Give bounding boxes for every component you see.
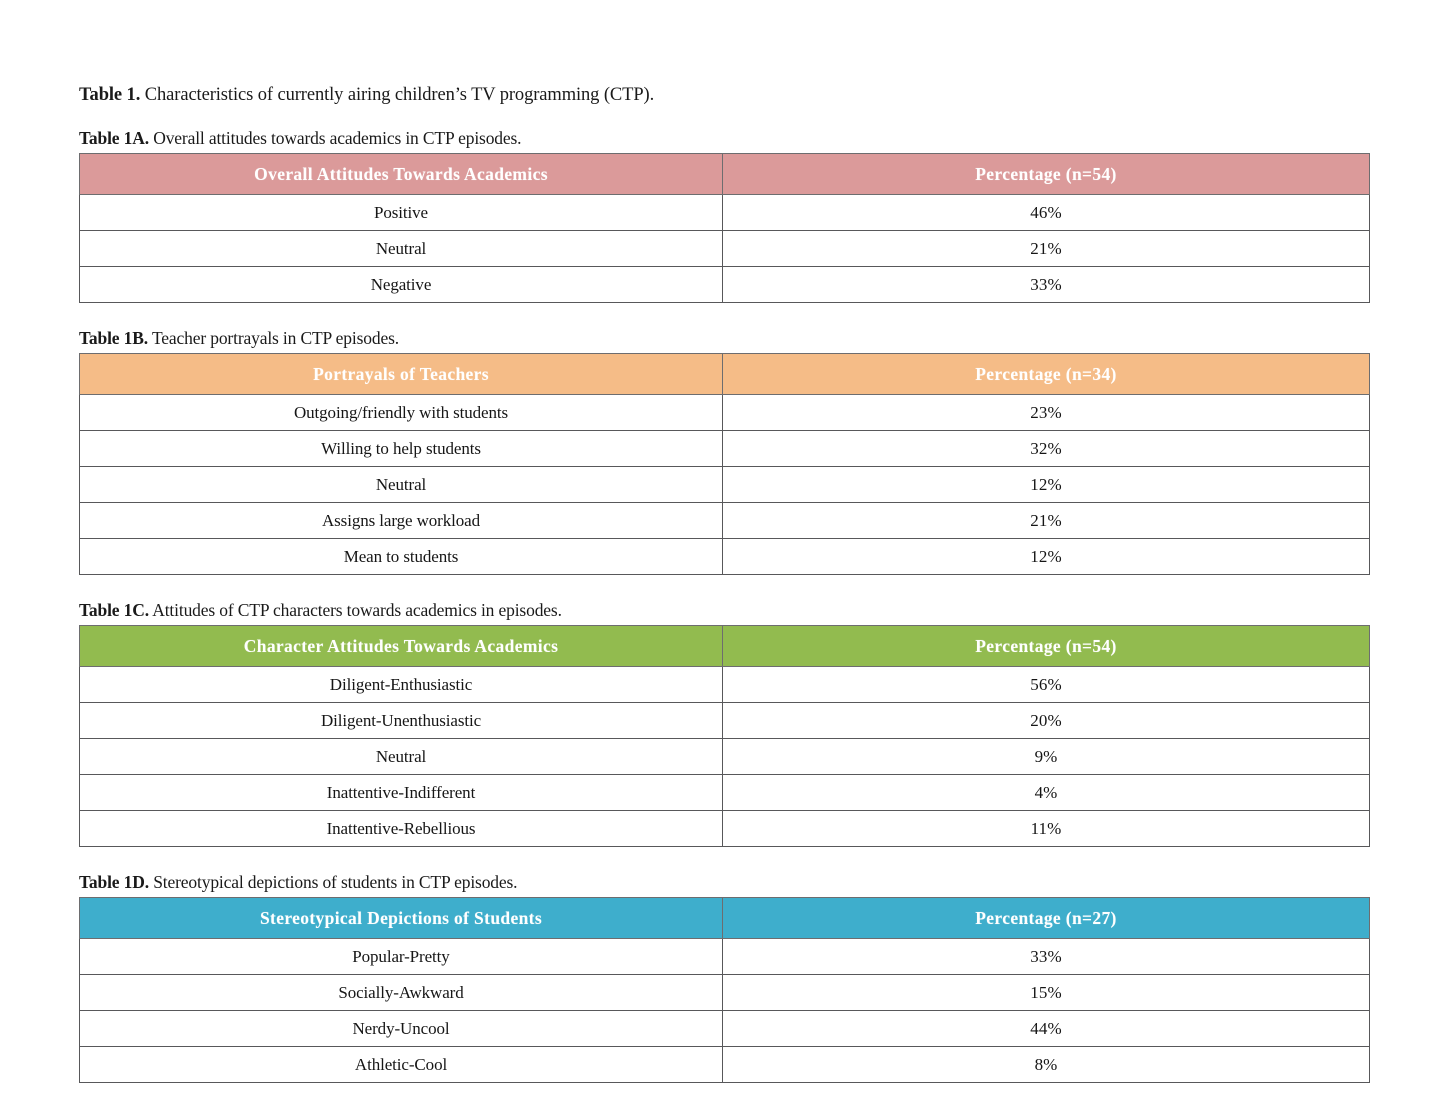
column-header-category: Portrayals of Teachers <box>80 354 723 395</box>
cell-percentage: 33% <box>723 267 1370 303</box>
table-caption-text-1d: Stereotypical depictions of students in CTP episodes. <box>153 872 518 893</box>
cell-category: Neutral <box>80 231 723 267</box>
table-row <box>80 267 1370 303</box>
data-table-1d <box>79 897 1370 1083</box>
table-caption-1d <box>79 872 1369 893</box>
cell-category: Inattentive-Rebellious <box>80 811 723 847</box>
cell-percentage: 11% <box>723 811 1370 847</box>
table-header-row <box>80 154 1370 195</box>
table-header-row <box>80 354 1370 395</box>
cell-percentage: 15% <box>723 975 1370 1011</box>
table-row <box>80 395 1370 431</box>
cell-category: Inattentive-Indifferent <box>80 775 723 811</box>
table-row <box>80 667 1370 703</box>
table-row <box>80 739 1370 775</box>
table-block-1a <box>79 128 1369 303</box>
cell-category: Neutral <box>80 467 723 503</box>
cell-category: Negative <box>80 267 723 303</box>
cell-percentage: 8% <box>723 1047 1370 1083</box>
column-header-percentage: Percentage (n=34) <box>723 354 1370 395</box>
cell-percentage: 12% <box>723 539 1370 575</box>
table-row <box>80 1011 1370 1047</box>
cell-percentage: 44% <box>723 1011 1370 1047</box>
cell-percentage: 20% <box>723 703 1370 739</box>
table-row <box>80 539 1370 575</box>
cell-category: Diligent-Unenthusiastic <box>80 703 723 739</box>
table-caption-text-1c: Attitudes of CTP characters towards academics in episodes. <box>152 600 562 621</box>
column-header-percentage: Percentage (n=27) <box>723 898 1370 939</box>
cell-category: Outgoing/friendly with students <box>80 395 723 431</box>
cell-percentage: 21% <box>723 231 1370 267</box>
table-header-row <box>80 898 1370 939</box>
column-header-percentage: Percentage (n=54) <box>723 626 1370 667</box>
table-block-1b <box>79 328 1369 575</box>
table-caption-label-1b: Table 1B. <box>79 328 149 349</box>
cell-category: Diligent-Enthusiastic <box>80 667 723 703</box>
table-row <box>80 431 1370 467</box>
column-header-category: Overall Attitudes Towards Academics <box>80 154 723 195</box>
table-block-1d <box>79 872 1369 1083</box>
main-caption-text: Characteristics of currently airing children’s TV programming (CTP). <box>144 85 655 105</box>
data-table-1a <box>79 153 1370 303</box>
cell-category: Athletic-Cool <box>80 1047 723 1083</box>
table-row <box>80 1047 1370 1083</box>
cell-category: Assigns large workload <box>80 503 723 539</box>
table-row <box>80 975 1370 1011</box>
table-block-1c <box>79 600 1369 847</box>
table-caption-label-1c: Table 1C. <box>79 600 149 621</box>
cell-percentage: 9% <box>723 739 1370 775</box>
cell-percentage: 12% <box>723 467 1370 503</box>
cell-category: Willing to help students <box>80 431 723 467</box>
cell-category: Socially-Awkward <box>80 975 723 1011</box>
table-row <box>80 231 1370 267</box>
main-table-caption <box>79 84 1369 107</box>
main-caption-label: Table 1. <box>79 85 141 105</box>
table-row <box>80 503 1370 539</box>
cell-percentage: 23% <box>723 395 1370 431</box>
table-row <box>80 811 1370 847</box>
cell-category: Positive <box>80 195 723 231</box>
table-caption-1c <box>79 600 1369 621</box>
table-caption-1b <box>79 328 1369 349</box>
cell-percentage: 33% <box>723 939 1370 975</box>
table-caption-label-1a: Table 1A. <box>79 128 149 149</box>
table-row <box>80 939 1370 975</box>
cell-category: Mean to students <box>80 539 723 575</box>
table-header-row <box>80 626 1370 667</box>
document-content <box>79 84 1369 1083</box>
column-header-category: Stereotypical Depictions of Students <box>80 898 723 939</box>
table-caption-1a <box>79 128 1369 149</box>
table-caption-label-1d: Table 1D. <box>79 872 149 893</box>
cell-percentage: 21% <box>723 503 1370 539</box>
table-row <box>80 467 1370 503</box>
cell-category: Nerdy-Uncool <box>80 1011 723 1047</box>
table-row <box>80 195 1370 231</box>
cell-percentage: 32% <box>723 431 1370 467</box>
cell-percentage: 46% <box>723 195 1370 231</box>
table-caption-text-1b: Teacher portrayals in CTP episodes. <box>151 328 399 349</box>
cell-category: Popular-Pretty <box>80 939 723 975</box>
table-row <box>80 703 1370 739</box>
data-table-1c <box>79 625 1370 847</box>
cell-percentage: 4% <box>723 775 1370 811</box>
table-caption-text-1a: Overall attitudes towards academics in CTP episodes. <box>153 128 522 149</box>
table-row <box>80 775 1370 811</box>
column-header-category: Character Attitudes Towards Academics <box>80 626 723 667</box>
cell-category: Neutral <box>80 739 723 775</box>
cell-percentage: 56% <box>723 667 1370 703</box>
data-table-1b <box>79 353 1370 575</box>
column-header-percentage: Percentage (n=54) <box>723 154 1370 195</box>
